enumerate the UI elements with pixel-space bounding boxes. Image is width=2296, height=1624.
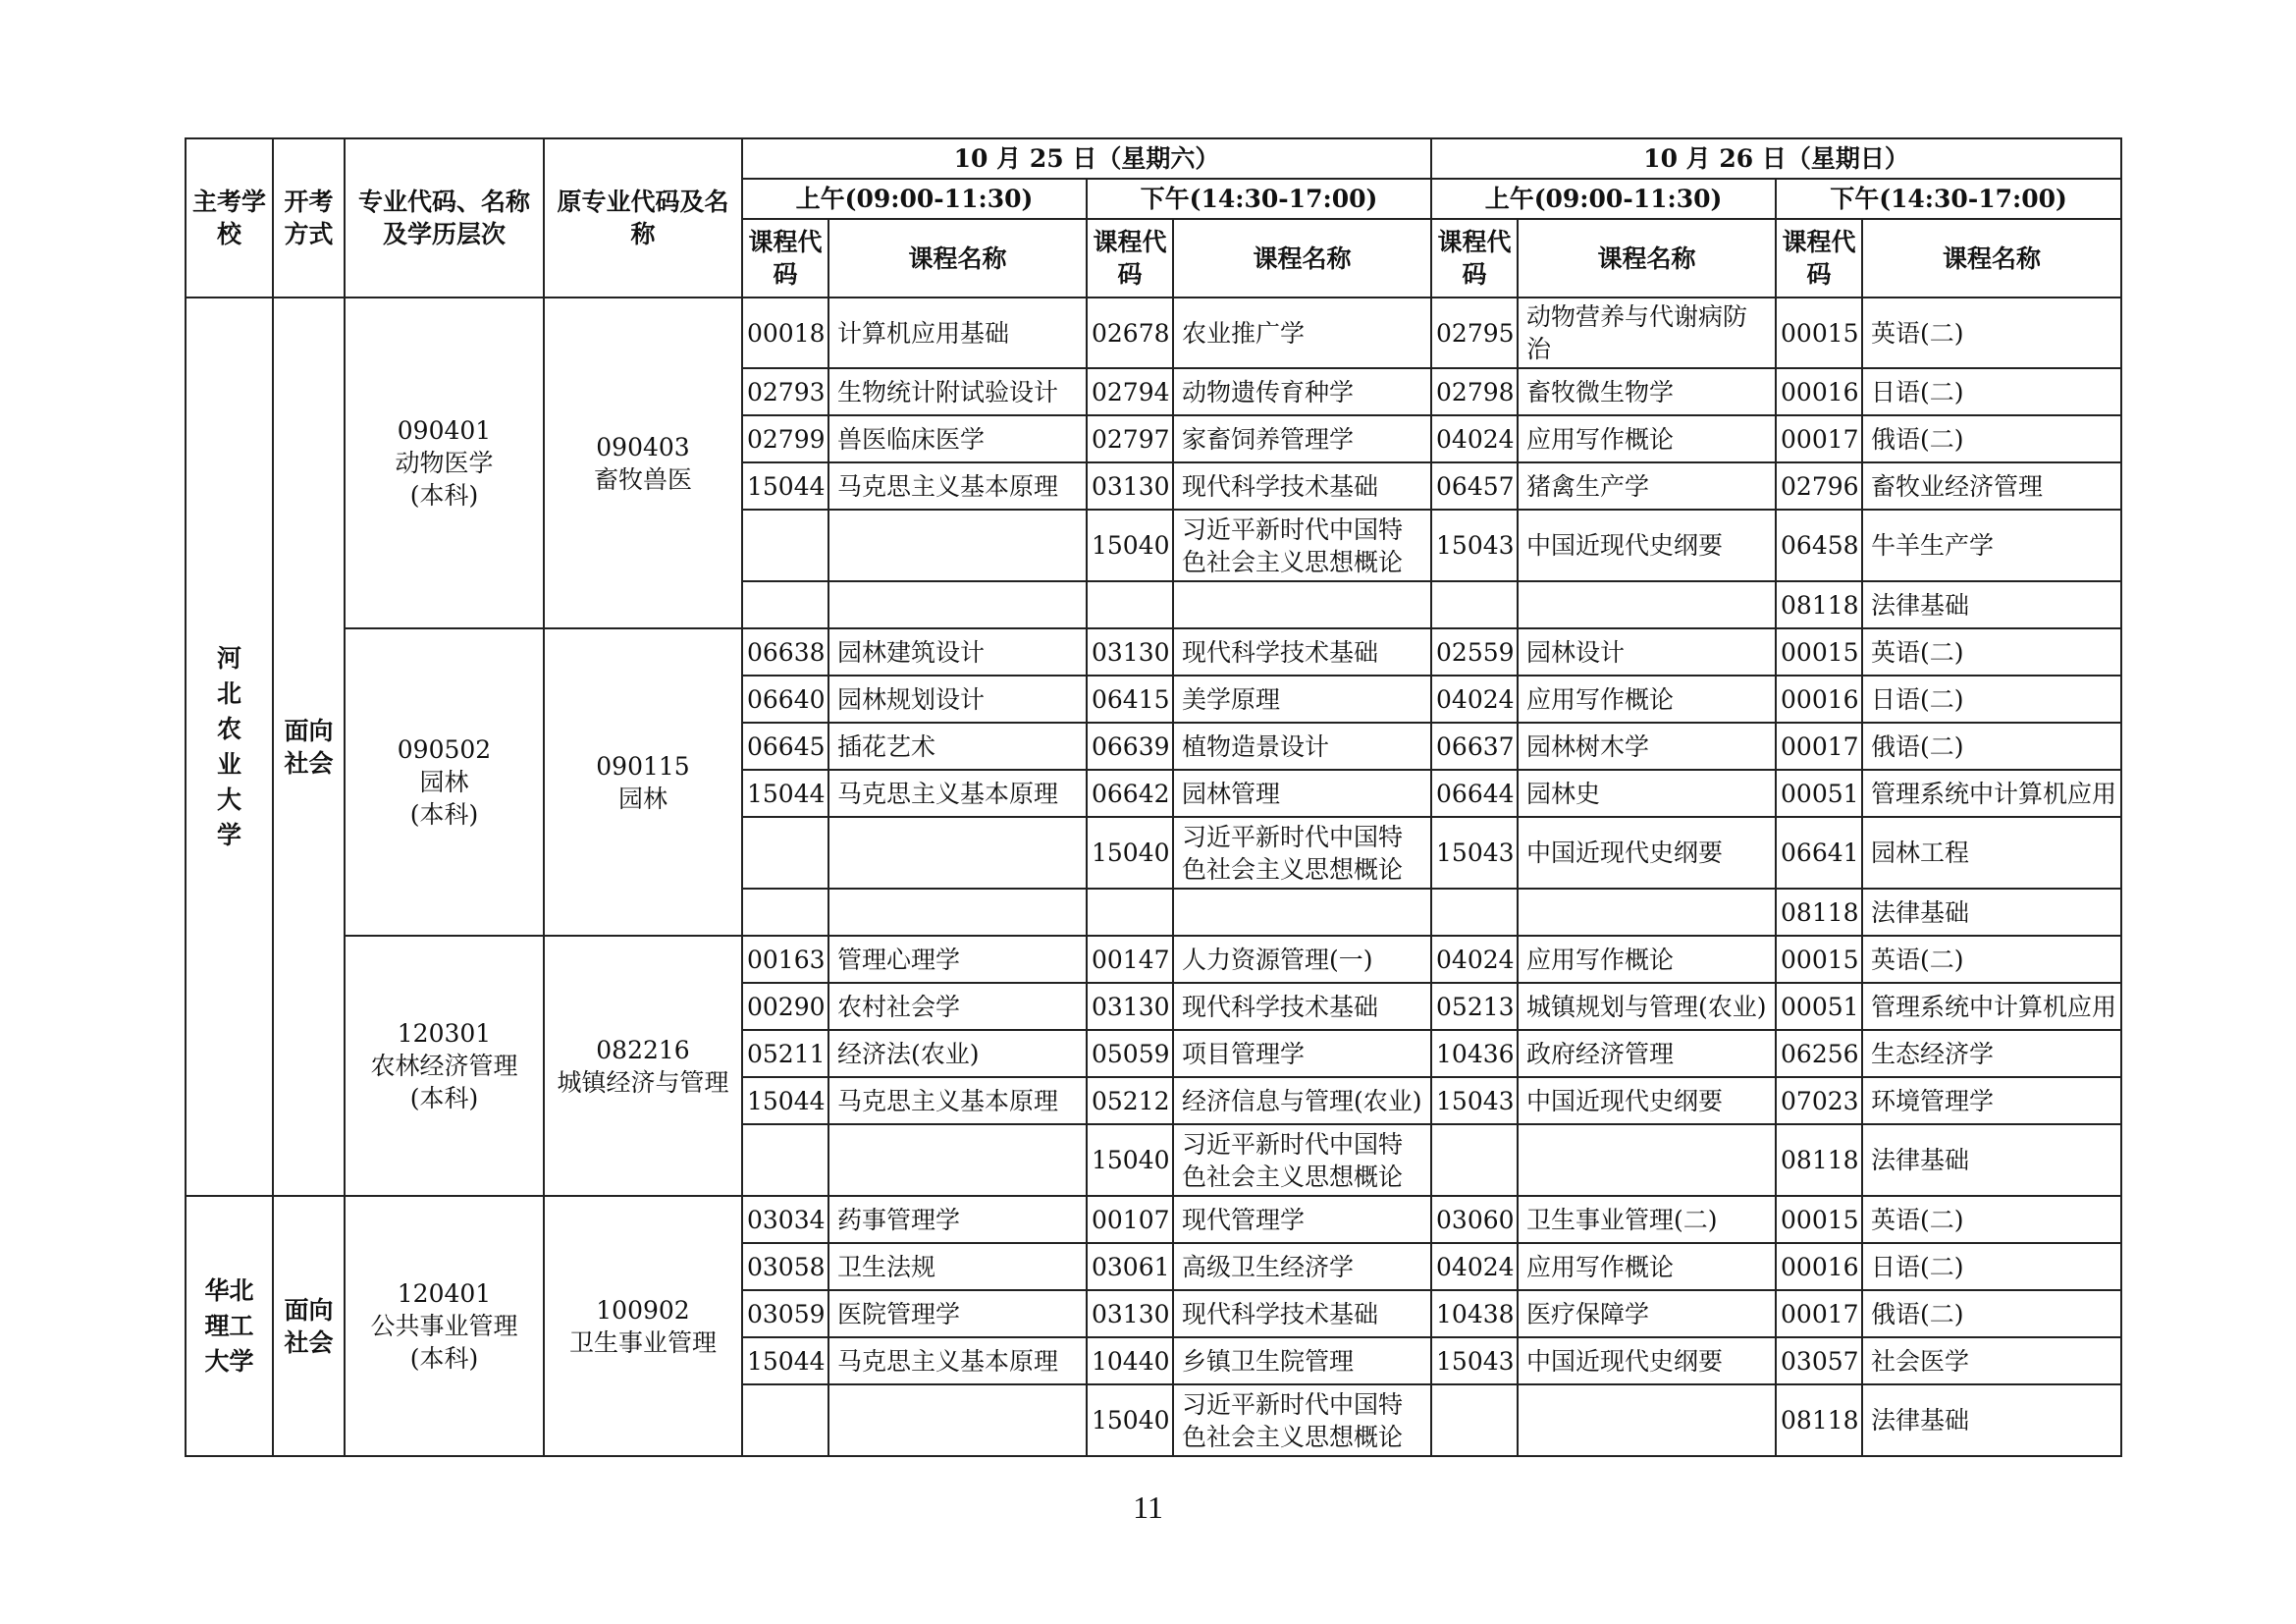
course-code: 15040 <box>1087 817 1173 889</box>
course-name: 卫生事业管理(二) <box>1518 1196 1776 1243</box>
course-code: 00051 <box>1776 770 1862 817</box>
school-name-line: 大 <box>216 785 241 814</box>
course-name: 英语(二) <box>1862 628 2121 676</box>
header-original-major: 原专业代码及名称 <box>544 138 742 298</box>
course-name: 管理心理学 <box>828 936 1087 983</box>
course-name: 园林工程 <box>1862 817 2121 889</box>
course-name: 经济法(农业) <box>828 1030 1087 1077</box>
major-cell <box>345 628 544 936</box>
course-code: 08118 <box>1776 581 1862 628</box>
course-code <box>742 889 828 936</box>
course-name: 环境管理学 <box>1862 1077 2121 1124</box>
course-code: 15044 <box>742 462 828 510</box>
course-name: 马克思主义基本原理 <box>828 770 1087 817</box>
course-code: 04024 <box>1431 676 1518 723</box>
course-name: 应用写作概论 <box>1518 676 1776 723</box>
original-major-cell <box>544 936 742 1196</box>
course-code: 03061 <box>1087 1243 1173 1290</box>
header-course-code: 课程代码 <box>1087 219 1173 298</box>
header-course-code: 课程代码 <box>1776 219 1862 298</box>
school-name-line: 大学 <box>204 1346 254 1376</box>
course-name: 现代管理学 <box>1173 1196 1431 1243</box>
course-code: 06458 <box>1776 510 1862 581</box>
course-code: 15044 <box>742 1077 828 1124</box>
course-name: 俄语(二) <box>1862 415 2121 462</box>
course-code: 00016 <box>1776 1243 1862 1290</box>
major-major-name: 公共事业管理 <box>370 1312 518 1340</box>
course-code: 06641 <box>1776 817 1862 889</box>
course-code: 00015 <box>1776 628 1862 676</box>
course-code: 00107 <box>1087 1196 1173 1243</box>
course-code <box>1431 581 1518 628</box>
course-name <box>1173 889 1431 936</box>
course-code <box>1431 1384 1518 1456</box>
course-code: 15044 <box>742 1337 828 1384</box>
school-name-line: 农 <box>216 714 241 743</box>
course-name: 畜牧微生物学 <box>1518 368 1776 415</box>
course-name <box>828 817 1087 889</box>
course-code: 06644 <box>1431 770 1518 817</box>
header-school: 主考学校 <box>186 138 273 298</box>
course-code: 02799 <box>742 415 828 462</box>
course-code: 06642 <box>1087 770 1173 817</box>
course-code: 08118 <box>1776 889 1862 936</box>
header-row-dates <box>186 138 2121 179</box>
course-name: 马克思主义基本原理 <box>828 1337 1087 1384</box>
course-code: 06637 <box>1431 723 1518 770</box>
course-name: 生态经济学 <box>1862 1030 2121 1077</box>
course-name: 马克思主义基本原理 <box>828 1077 1087 1124</box>
major-cell <box>345 936 544 1196</box>
course-name: 项目管理学 <box>1173 1030 1431 1077</box>
course-code: 02797 <box>1087 415 1173 462</box>
header-day1: 10 月 25 日（星期六） <box>742 138 1431 179</box>
course-code: 06457 <box>1431 462 1518 510</box>
header-mode: 开考方式 <box>273 138 345 298</box>
course-name: 现代科学技术基础 <box>1173 462 1431 510</box>
original-major-name: 卫生事业管理 <box>568 1327 717 1357</box>
course-code <box>742 1384 828 1456</box>
table-row <box>186 936 2121 983</box>
course-name: 园林管理 <box>1173 770 1431 817</box>
major-level: (本科) <box>409 1344 479 1373</box>
course-name: 习近平新时代中国特色社会主义思想概论 <box>1173 1384 1431 1456</box>
school-name <box>186 1196 273 1456</box>
course-name <box>828 581 1087 628</box>
course-code: 03057 <box>1776 1337 1862 1384</box>
school-name <box>186 298 273 1196</box>
table-row <box>186 298 2121 368</box>
exam-mode: 面向社会 <box>273 1196 345 1456</box>
school-name-line: 河 <box>216 643 241 673</box>
major-level: (本科) <box>409 481 479 510</box>
course-code: 06256 <box>1776 1030 1862 1077</box>
header-day2-pm: 下午(14:30-17:00) <box>1776 179 2121 219</box>
original-major-code: 082216 <box>596 1035 690 1064</box>
course-name: 中国近现代史纲要 <box>1518 1077 1776 1124</box>
course-name <box>1518 581 1776 628</box>
course-code: 02793 <box>742 368 828 415</box>
course-code: 06638 <box>742 628 828 676</box>
header-course-code: 课程代码 <box>742 219 828 298</box>
course-code: 15044 <box>742 770 828 817</box>
header-major: 专业代码、名称及学历层次 <box>345 138 544 298</box>
course-name: 动物遗传育种学 <box>1173 368 1431 415</box>
exam-schedule-table <box>185 137 2122 1457</box>
course-code: 03130 <box>1087 462 1173 510</box>
course-code: 00017 <box>1776 1290 1862 1337</box>
course-code: 03130 <box>1087 983 1173 1030</box>
course-name: 园林史 <box>1518 770 1776 817</box>
course-name <box>828 889 1087 936</box>
course-code: 05211 <box>742 1030 828 1077</box>
course-name: 牛羊生产学 <box>1862 510 2121 581</box>
course-name <box>1173 581 1431 628</box>
course-name: 人力资源管理(一) <box>1173 936 1431 983</box>
course-name: 管理系统中计算机应用 <box>1862 983 2121 1030</box>
course-name: 经济信息与管理(农业) <box>1173 1077 1431 1124</box>
course-code: 05059 <box>1087 1030 1173 1077</box>
course-code <box>742 817 828 889</box>
course-name: 畜牧业经济管理 <box>1862 462 2121 510</box>
course-code: 04024 <box>1431 1243 1518 1290</box>
course-code: 06640 <box>742 676 828 723</box>
course-code: 02795 <box>1431 298 1518 368</box>
course-name <box>828 1384 1087 1456</box>
course-code: 00290 <box>742 983 828 1030</box>
course-name: 管理系统中计算机应用 <box>1862 770 2121 817</box>
course-name: 计算机应用基础 <box>828 298 1087 368</box>
course-code: 15043 <box>1431 1337 1518 1384</box>
major-major-code: 090401 <box>397 416 492 445</box>
course-code <box>1431 1124 1518 1196</box>
header-day2: 10 月 26 日（星期日） <box>1431 138 2121 179</box>
school-name-line: 业 <box>216 749 241 779</box>
course-name: 英语(二) <box>1862 1196 2121 1243</box>
course-code: 03130 <box>1087 628 1173 676</box>
major-major-name: 园林 <box>419 768 469 796</box>
header-course-name: 课程名称 <box>1173 219 1431 298</box>
course-name: 兽医临床医学 <box>828 415 1087 462</box>
original-major-code: 100902 <box>596 1295 690 1325</box>
course-name: 习近平新时代中国特色社会主义思想概论 <box>1173 1124 1431 1196</box>
course-code: 02678 <box>1087 298 1173 368</box>
course-code: 00017 <box>1776 415 1862 462</box>
course-name: 城镇规划与管理(农业) <box>1518 983 1776 1030</box>
table-row <box>186 628 2121 676</box>
header-course-name: 课程名称 <box>1862 219 2121 298</box>
original-major-name: 畜牧兽医 <box>593 464 692 494</box>
header-course-name: 课程名称 <box>828 219 1087 298</box>
table-row <box>186 1196 2121 1243</box>
course-name: 猪禽生产学 <box>1518 462 1776 510</box>
course-code: 02794 <box>1087 368 1173 415</box>
course-name: 英语(二) <box>1862 936 2121 983</box>
course-code <box>1087 581 1173 628</box>
course-code: 03059 <box>742 1290 828 1337</box>
header-day1-am: 上午(09:00-11:30) <box>742 179 1087 219</box>
table-body <box>186 138 2121 1456</box>
original-major-code: 090115 <box>596 751 690 781</box>
course-code: 00018 <box>742 298 828 368</box>
original-major-code: 090403 <box>596 432 690 461</box>
course-code: 10440 <box>1087 1337 1173 1384</box>
course-code: 08118 <box>1776 1124 1862 1196</box>
header-day1-pm: 下午(14:30-17:00) <box>1087 179 1431 219</box>
course-name: 俄语(二) <box>1862 1290 2121 1337</box>
course-name: 中国近现代史纲要 <box>1518 510 1776 581</box>
course-name: 园林设计 <box>1518 628 1776 676</box>
course-code: 07023 <box>1776 1077 1862 1124</box>
course-code: 00017 <box>1776 723 1862 770</box>
course-name: 园林树木学 <box>1518 723 1776 770</box>
course-name: 生物统计附试验设计 <box>828 368 1087 415</box>
course-code: 05212 <box>1087 1077 1173 1124</box>
course-code: 06415 <box>1087 676 1173 723</box>
course-code: 06645 <box>742 723 828 770</box>
course-name <box>828 510 1087 581</box>
major-major-code: 090502 <box>397 735 492 764</box>
course-name: 日语(二) <box>1862 368 2121 415</box>
page-number: 11 <box>1133 1489 1163 1525</box>
course-name: 现代科学技术基础 <box>1173 983 1431 1030</box>
course-code: 15040 <box>1087 1384 1173 1456</box>
course-code: 10438 <box>1431 1290 1518 1337</box>
header-day2-am: 上午(09:00-11:30) <box>1431 179 1776 219</box>
course-code: 00015 <box>1776 936 1862 983</box>
course-code: 02559 <box>1431 628 1518 676</box>
course-name: 习近平新时代中国特色社会主义思想概论 <box>1173 510 1431 581</box>
exam-mode: 面向社会 <box>273 298 345 1196</box>
school-name-line: 学 <box>216 820 241 849</box>
course-code: 00147 <box>1087 936 1173 983</box>
course-name: 动物营养与代谢病防治 <box>1518 298 1776 368</box>
original-major-name: 城镇经济与管理 <box>557 1067 729 1097</box>
major-major-code: 120401 <box>397 1279 492 1308</box>
course-code: 06639 <box>1087 723 1173 770</box>
course-name: 美学原理 <box>1173 676 1431 723</box>
course-name: 中国近现代史纲要 <box>1518 1337 1776 1384</box>
course-name: 政府经济管理 <box>1518 1030 1776 1077</box>
course-name: 社会医学 <box>1862 1337 2121 1384</box>
course-code: 03130 <box>1087 1290 1173 1337</box>
header-course-code: 课程代码 <box>1431 219 1518 298</box>
original-major-cell <box>544 628 742 936</box>
course-name: 现代科学技术基础 <box>1173 1290 1431 1337</box>
course-name: 习近平新时代中国特色社会主义思想概论 <box>1173 817 1431 889</box>
course-code: 15040 <box>1087 510 1173 581</box>
course-code: 00051 <box>1776 983 1862 1030</box>
course-name: 高级卫生经济学 <box>1173 1243 1431 1290</box>
major-level: (本科) <box>409 1084 479 1112</box>
course-name: 植物造景设计 <box>1173 723 1431 770</box>
course-code: 00016 <box>1776 676 1862 723</box>
course-code: 03058 <box>742 1243 828 1290</box>
course-code: 02798 <box>1431 368 1518 415</box>
course-name: 卫生法规 <box>828 1243 1087 1290</box>
major-major-name: 动物医学 <box>395 449 494 477</box>
original-major-cell <box>544 1196 742 1456</box>
course-name <box>828 1124 1087 1196</box>
course-code: 15043 <box>1431 1077 1518 1124</box>
course-name: 药事管理学 <box>828 1196 1087 1243</box>
course-name: 插花艺术 <box>828 723 1087 770</box>
course-code: 04024 <box>1431 936 1518 983</box>
course-code: 15043 <box>1431 510 1518 581</box>
course-name: 医疗保障学 <box>1518 1290 1776 1337</box>
course-name: 马克思主义基本原理 <box>828 462 1087 510</box>
original-major-name: 园林 <box>617 784 667 813</box>
major-cell <box>345 298 544 628</box>
major-level: (本科) <box>409 800 479 829</box>
course-name: 园林规划设计 <box>828 676 1087 723</box>
course-name: 农村社会学 <box>828 983 1087 1030</box>
school-name-line: 理工 <box>204 1311 254 1340</box>
course-name: 家畜饲养管理学 <box>1173 415 1431 462</box>
course-name: 法律基础 <box>1862 581 2121 628</box>
course-code: 03034 <box>742 1196 828 1243</box>
course-name: 法律基础 <box>1862 1384 2121 1456</box>
course-name: 应用写作概论 <box>1518 415 1776 462</box>
school-name-line: 华北 <box>204 1275 254 1305</box>
course-code <box>1431 889 1518 936</box>
course-code: 03060 <box>1431 1196 1518 1243</box>
course-name: 英语(二) <box>1862 298 2121 368</box>
course-code: 02796 <box>1776 462 1862 510</box>
course-code <box>742 581 828 628</box>
course-name: 应用写作概论 <box>1518 1243 1776 1290</box>
course-code: 04024 <box>1431 415 1518 462</box>
course-name <box>1518 889 1776 936</box>
course-code: 00163 <box>742 936 828 983</box>
course-code <box>742 510 828 581</box>
course-name: 农业推广学 <box>1173 298 1431 368</box>
course-name: 乡镇卫生院管理 <box>1173 1337 1431 1384</box>
course-name: 园林建筑设计 <box>828 628 1087 676</box>
school-name-line: 北 <box>216 678 241 708</box>
course-code <box>742 1124 828 1196</box>
course-code: 10436 <box>1431 1030 1518 1077</box>
course-name: 日语(二) <box>1862 676 2121 723</box>
course-name: 日语(二) <box>1862 1243 2121 1290</box>
course-name <box>1518 1384 1776 1456</box>
course-code <box>1087 889 1173 936</box>
course-code: 15043 <box>1431 817 1518 889</box>
course-name: 中国近现代史纲要 <box>1518 817 1776 889</box>
major-cell <box>345 1196 544 1456</box>
course-code: 08118 <box>1776 1384 1862 1456</box>
course-name: 医院管理学 <box>828 1290 1087 1337</box>
course-code: 00016 <box>1776 368 1862 415</box>
course-name: 俄语(二) <box>1862 723 2121 770</box>
original-major-cell <box>544 298 742 628</box>
course-code: 05213 <box>1431 983 1518 1030</box>
course-name: 法律基础 <box>1862 889 2121 936</box>
major-major-code: 120301 <box>397 1019 492 1048</box>
header-course-name: 课程名称 <box>1518 219 1776 298</box>
course-code: 15040 <box>1087 1124 1173 1196</box>
course-name: 法律基础 <box>1862 1124 2121 1196</box>
course-name <box>1518 1124 1776 1196</box>
course-code: 00015 <box>1776 1196 1862 1243</box>
course-name: 现代科学技术基础 <box>1173 628 1431 676</box>
course-name: 应用写作概论 <box>1518 936 1776 983</box>
major-major-name: 农林经济管理 <box>370 1052 518 1080</box>
course-code: 00015 <box>1776 298 1862 368</box>
